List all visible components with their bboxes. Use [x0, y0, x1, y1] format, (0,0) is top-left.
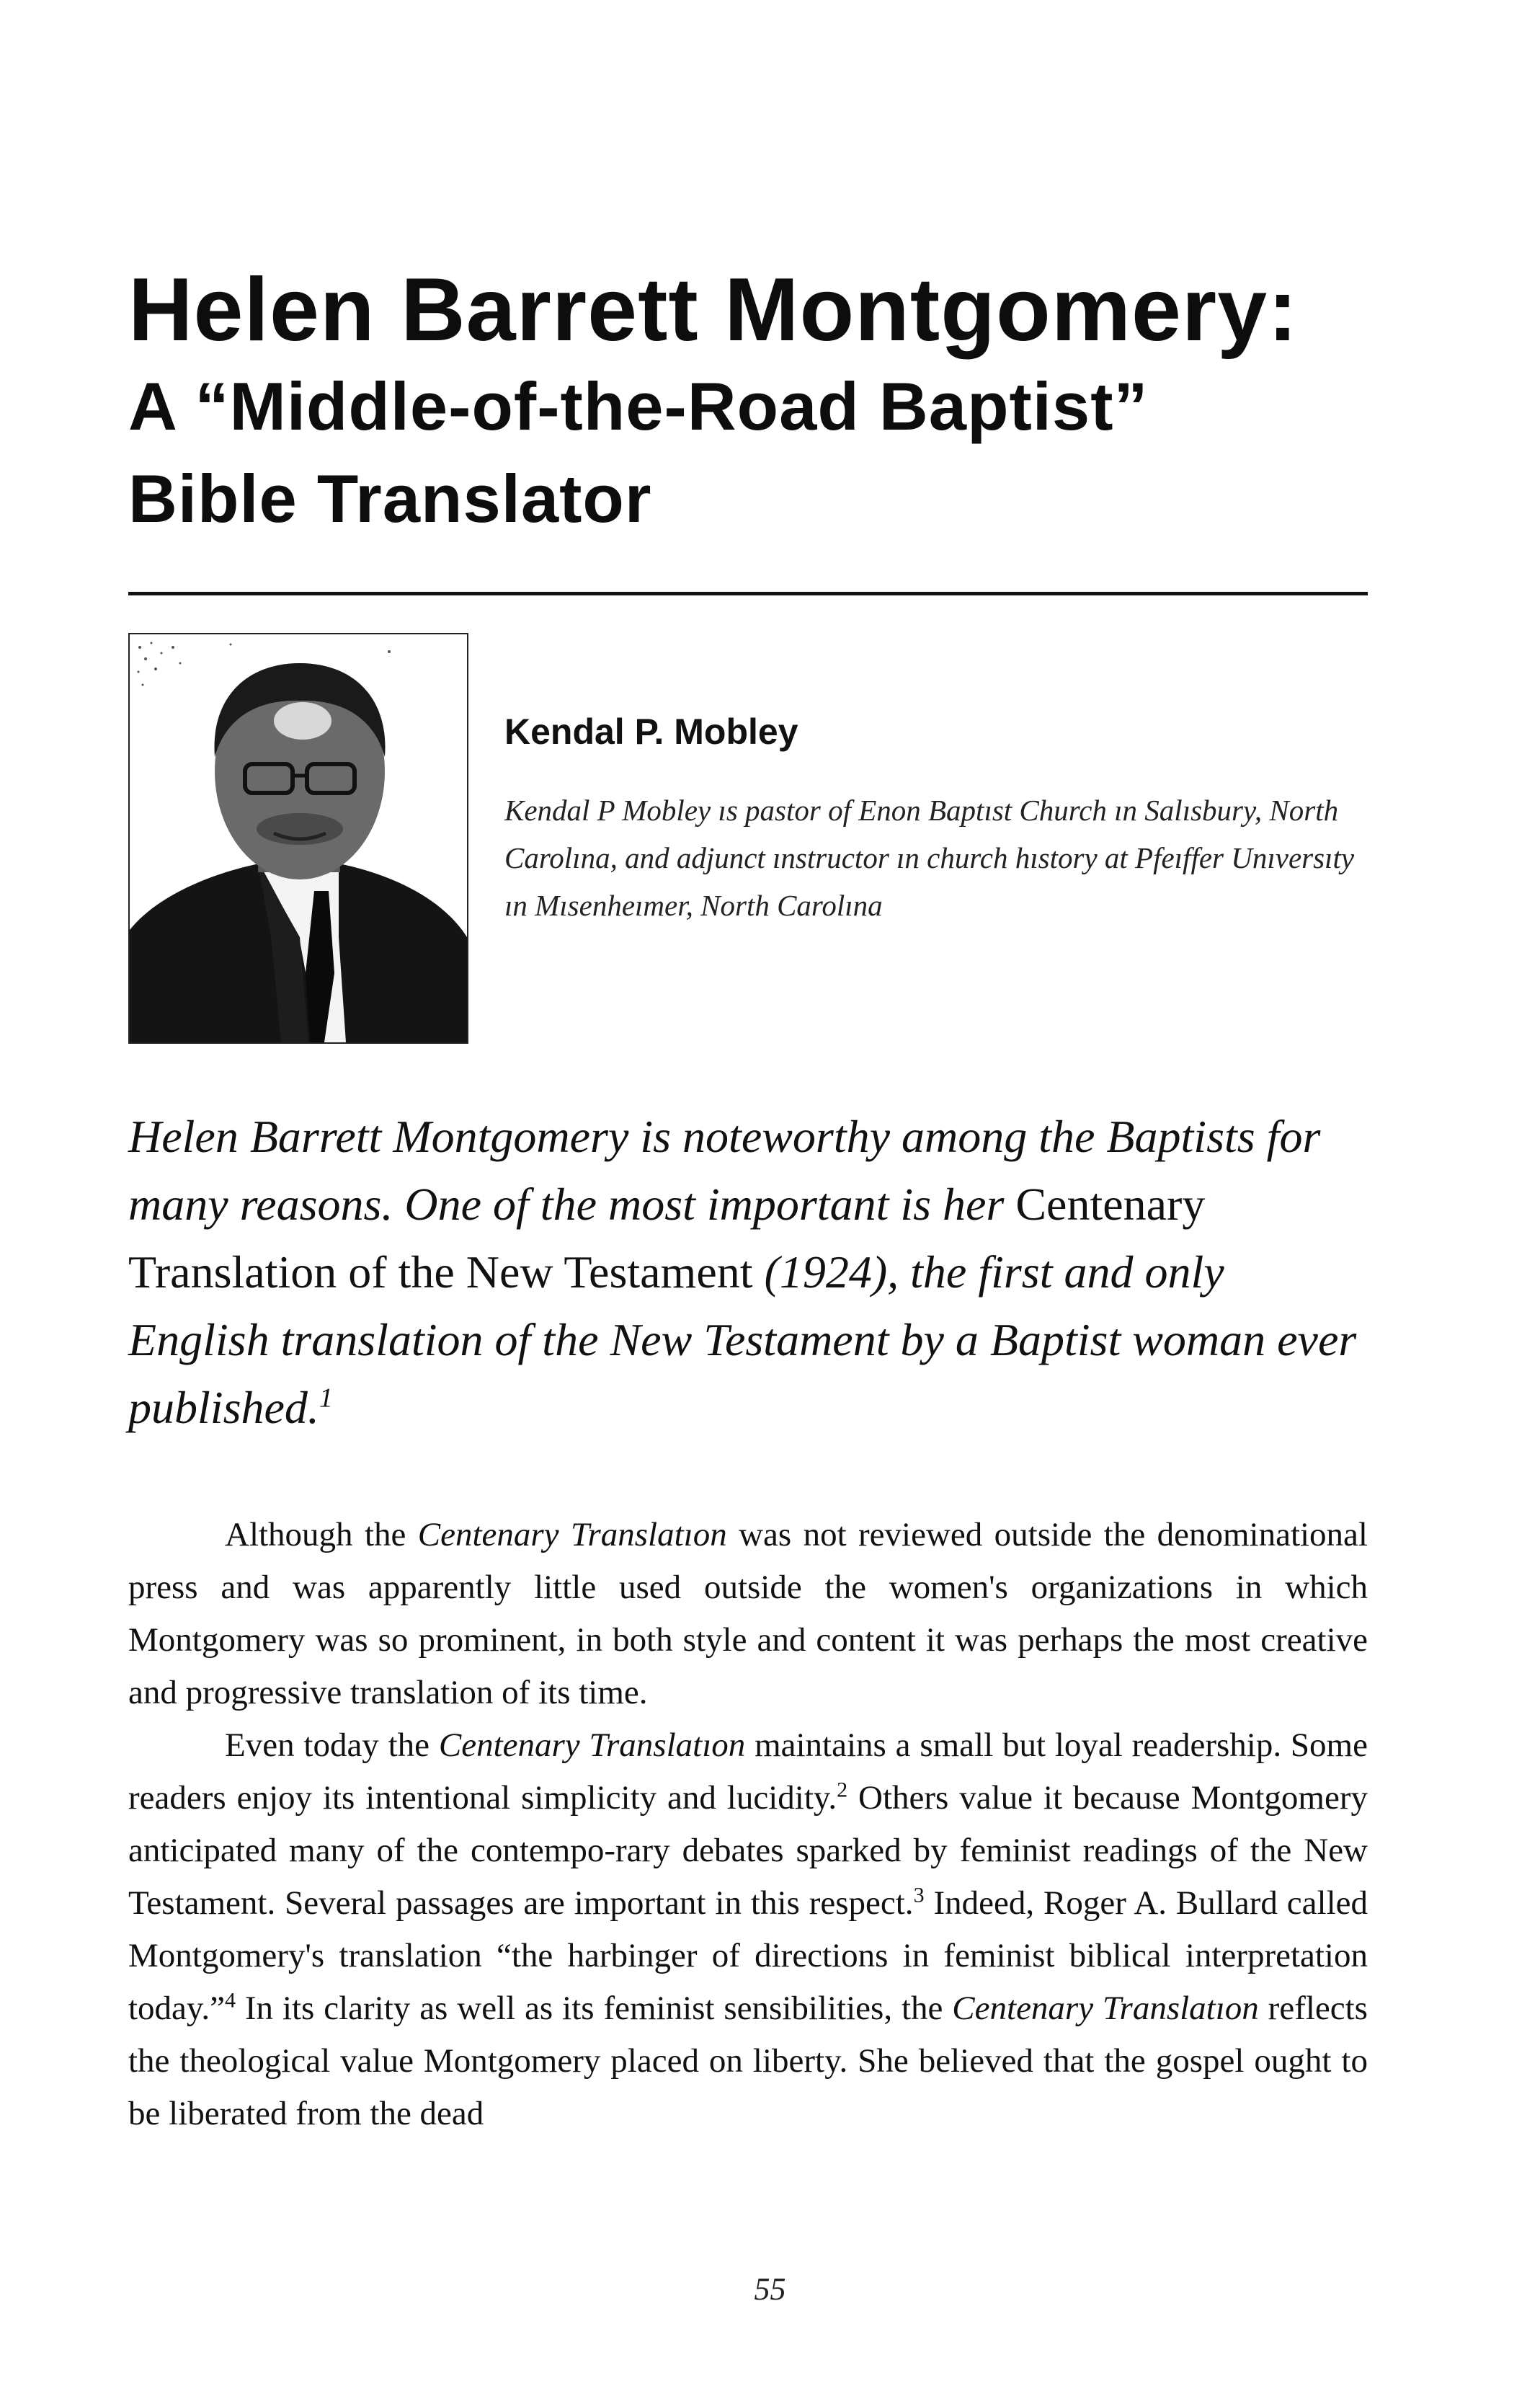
- intro-book-title: Centenary Translation of the New Testament: [128, 1179, 1206, 1298]
- p1-text-a: Although the: [225, 1516, 418, 1553]
- footnote-ref-2[interactable]: 2: [837, 1778, 848, 1802]
- footnote-ref-1[interactable]: 1: [319, 1383, 333, 1414]
- author-bio: Kendal P Mobley ıs pastor of Enon Baptıst Church ın Salısbury, North Carolına, and adjunct ınstructor ın church hıstory at Pfeıffer Unıversıty ın Mısenheımer, North Carolına: [504, 794, 1355, 922]
- p1-italic-title: Centenary Translatıon: [417, 1516, 727, 1553]
- title-line-1: Helen Barrett Montgomery:: [128, 260, 1299, 360]
- footnote-ref-3[interactable]: 3: [913, 1883, 925, 1907]
- title-line-3: Bible Translator: [128, 461, 652, 536]
- article-title: [128, 260, 1368, 545]
- p2-text-e: In its clarity as well as its feminist sensibilities, the: [235, 1990, 953, 2027]
- intro-text-2: (1924), the first and only English translation of the New Testament by a Baptist woman ever published.: [128, 1246, 1357, 1433]
- body-paragraph-1: [128, 1509, 1368, 1719]
- p2-text-d: Indeed, Roger A. Bullard called Montgomery's translation “the harbinger of directions in feminist biblical interpretation today.”: [128, 1884, 1368, 2027]
- footnote-ref-4[interactable]: 4: [224, 1988, 236, 2013]
- title-divider: [128, 592, 1368, 595]
- page-number: 55: [754, 2271, 786, 2307]
- title-line-2: A “Middle-of-the-Road Baptist”: [128, 368, 1149, 444]
- intro-paragraph: [128, 1103, 1368, 1442]
- author-name: Kendal P. Mobley: [504, 711, 798, 752]
- p2-italic-title-1: Centenary Translatıon: [438, 1726, 746, 1764]
- p2-italic-title-2: Centenary Translatıon: [952, 1990, 1259, 2027]
- portrait-image: [130, 634, 467, 1042]
- p2-text-f: reflects the theological value Montgomery placed on liberty. She believed that the gospel ought to be liberated from the dead: [128, 1990, 1368, 2132]
- p2-text-a: Even today the: [225, 1726, 439, 1764]
- body-text: [128, 1509, 1368, 2140]
- body-paragraph-2: [128, 1719, 1368, 2140]
- p2-text-b: maintains a small but loyal readership. Some readers enjoy its intentional simplicity and lucidity.: [128, 1726, 1368, 1817]
- author-photo: [128, 633, 468, 1044]
- intro-text-1: Helen Barrett Montgomery is noteworthy among the Baptists for many reasons. One of the most important is her: [128, 1111, 1321, 1230]
- p2-text-c: Others value it because Montgomery anticipated many of the contempo-rary debates sparked by feminist readings of the New Testament. Several passages are important in this respect.: [128, 1779, 1368, 1922]
- p1-text-b: was not reviewed outside the denominational press and was apparently little used outside the women's organizations in which Montgomery was so prominent, in both style and content it was perhaps the most creative and progressive translation of its time.: [128, 1516, 1368, 1711]
- author-info: [504, 710, 1369, 929]
